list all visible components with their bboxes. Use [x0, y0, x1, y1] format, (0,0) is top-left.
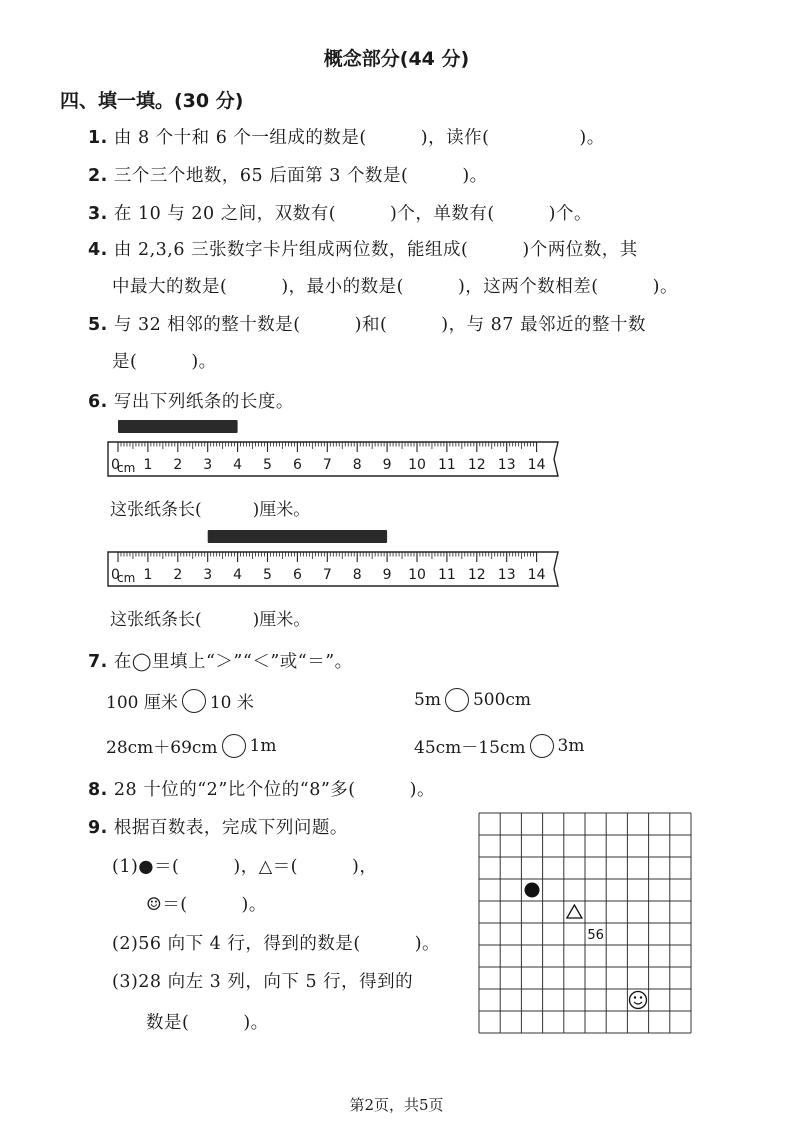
question-6	[88, 388, 294, 413]
question-7	[88, 648, 353, 673]
paper-strip-2	[208, 530, 387, 543]
ruler-tick-label: 6	[292, 457, 302, 473]
ruler-tick-label: 14	[527, 457, 546, 473]
compare-4-circle[interactable]	[530, 734, 554, 758]
compare-item-3	[106, 733, 276, 758]
ruler-tick-label: 12	[467, 457, 486, 473]
q6-answer-2: 这张纸条长( )厘米。	[110, 610, 311, 630]
ruler-1	[100, 418, 570, 480]
q9-part1-line1: (1)●＝( )，△＝( )，	[112, 857, 378, 877]
q9-text: 根据百数表，完成下列问题。	[113, 818, 348, 838]
compare-4-right: 3m	[557, 735, 585, 756]
question-1	[88, 124, 605, 149]
ruler-tick-label: 7	[322, 567, 332, 583]
q2-text: 三个三个地数，65 后面第 3 个数是( )。	[113, 166, 488, 186]
q6-text: 写出下列纸条的长度。	[113, 392, 294, 412]
compare-item-2	[414, 688, 531, 712]
compare-4-left: 45cm－15cm	[414, 738, 526, 758]
q5-number: 5.	[88, 315, 108, 335]
q4-line2: 中最大的数是( )，最小的数是( )，这两个数相差( )。	[112, 277, 678, 297]
compare-2-left: 5m	[414, 690, 441, 710]
ruler-tick-label: 10	[408, 567, 426, 583]
question-3	[88, 200, 592, 225]
compare-1-left: 100 厘米	[106, 693, 178, 713]
ruler-tick-label: 7	[322, 457, 332, 473]
compare-2-circle[interactable]	[445, 688, 469, 712]
ruler-tick-label: 1	[143, 457, 153, 473]
section-heading: 四、填一填。(30 分)	[60, 90, 244, 112]
q3-text: 在 10 与 20 之间，双数有( )个，单数有( )个。	[113, 204, 593, 224]
compare-3-right: 1m	[249, 735, 277, 756]
ruler-2	[100, 528, 570, 590]
ruler-tick-label: 1	[143, 567, 153, 583]
question-9	[88, 814, 348, 839]
ruler-tick-label: 11	[437, 457, 456, 473]
question-2	[88, 162, 488, 187]
q6-number: 6.	[88, 392, 108, 412]
q8-text: 28 十位的“2”比个位的“8”多( )。	[113, 780, 435, 800]
q7-number: 7.	[88, 652, 108, 672]
compare-1-circle[interactable]	[182, 689, 206, 713]
q9-part1-line2: ☺＝( )。	[146, 895, 267, 915]
q9-part3-line1: (3)28 向左 3 列，向下 5 行，得到的	[112, 972, 414, 992]
ruler-tick-label: 4	[233, 457, 243, 473]
hundred-chart-grid	[476, 810, 694, 1036]
ruler-tick-label: 3	[203, 567, 213, 583]
q1-number: 1.	[88, 128, 108, 148]
q4-line1: 由 2,3,6 三张数字卡片组成两位数，能组成( )个两位数，其	[113, 240, 638, 260]
compare-item-4	[414, 733, 584, 758]
q8-number: 8.	[88, 780, 108, 800]
ruler-tick-label: 4	[233, 567, 243, 583]
ruler-tick-label: 2	[173, 567, 183, 583]
paper-strip-1	[118, 420, 238, 433]
ruler-tick-label: 0	[111, 567, 120, 583]
ruler-tick-label: 6	[292, 567, 302, 583]
q6-answer-1: 这张纸条长( )厘米。	[110, 500, 311, 520]
ruler-tick-label: 13	[497, 567, 516, 583]
ruler-tick-label: 3	[203, 457, 213, 473]
q7-text: 在◯里填上“＞”“＜”或“＝”。	[113, 652, 353, 672]
smiley-eye	[634, 996, 636, 998]
compare-1-right: 10 米	[209, 693, 254, 713]
question-8	[88, 776, 435, 801]
smiley-eye	[640, 996, 642, 998]
q3-number: 3.	[88, 204, 108, 224]
question-5	[88, 311, 646, 336]
ruler-tick-label: 5	[263, 457, 272, 473]
q2-number: 2.	[88, 166, 108, 186]
compare-item-1	[106, 688, 254, 713]
ruler-unit-label: cm	[117, 461, 136, 475]
ruler-tick-label: 2	[173, 457, 183, 473]
compare-3-circle[interactable]	[222, 734, 246, 758]
ruler-tick-label: 12	[467, 567, 486, 583]
q1-text: 由 8 个十和 6 个一组成的数是( )，读作( )。	[113, 128, 605, 148]
compare-3-left: 28cm＋69cm	[106, 738, 218, 758]
ruler-tick-label: 13	[497, 457, 516, 473]
grid-cell-number: 56	[587, 928, 604, 943]
ruler-tick-label: 10	[408, 457, 426, 473]
page-title: 概念部分(44 分)	[323, 48, 470, 70]
q4-number: 4.	[88, 240, 108, 260]
q9-part3-line2: 数是( )。	[146, 1013, 269, 1033]
filled-circle-icon	[525, 883, 540, 898]
ruler-tick-label: 14	[527, 567, 546, 583]
ruler-tick-label: 11	[437, 567, 456, 583]
smiley-icon	[630, 992, 647, 1009]
question-4	[88, 236, 638, 261]
q5-line1: 与 32 相邻的整十数是( )和( )，与 87 最邻近的整十数	[113, 315, 647, 335]
ruler-tick-label: 8	[352, 457, 362, 473]
triangle-icon	[567, 905, 582, 918]
q9-part2: (2)56 向下 4 行，得到的数是( )。	[112, 934, 441, 954]
ruler-tick-label: 8	[352, 567, 362, 583]
ruler-unit-label: cm	[117, 571, 136, 585]
page-footer: 第2页，共5页	[349, 1096, 444, 1114]
ruler-tick-label: 9	[382, 457, 392, 473]
compare-2-right: 500cm	[472, 690, 532, 710]
q9-number: 9.	[88, 818, 108, 838]
smiley-mouth	[634, 1002, 642, 1004]
q5-line2: 是( )。	[112, 352, 217, 372]
ruler-tick-label: 9	[382, 567, 392, 583]
ruler-tick-label: 0	[111, 457, 120, 473]
ruler-tick-label: 5	[263, 567, 272, 583]
